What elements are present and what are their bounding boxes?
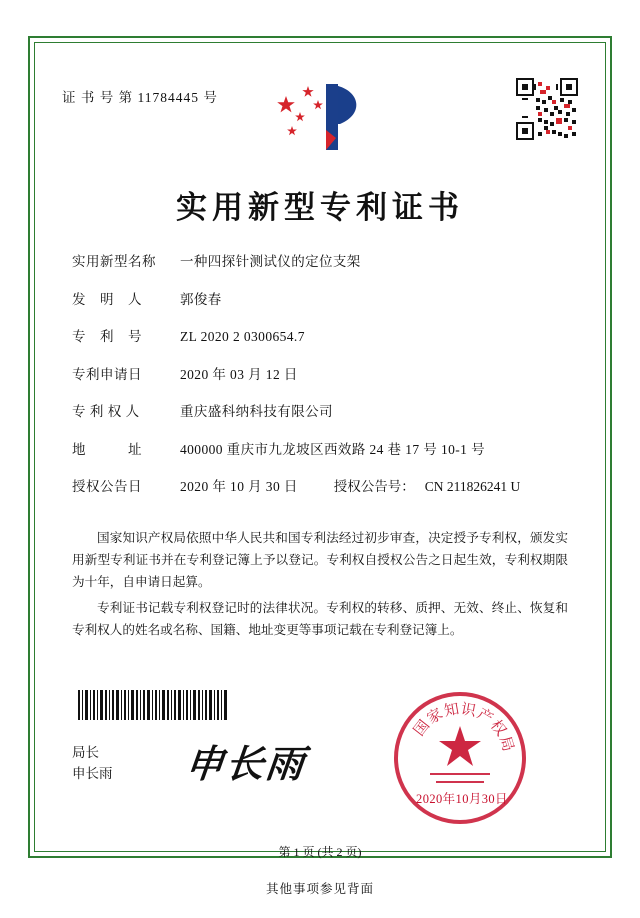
official-red-seal-icon — [390, 688, 530, 828]
certificate-number: 证 书 号 第 11784445 号 — [62, 90, 218, 105]
field-label-utility-model-name: 实用新型名称 — [72, 254, 156, 269]
svg-text:权: 权 — [486, 716, 511, 740]
footer-note: 其他事项参见背面 — [265, 882, 374, 896]
handwritten-signature: 申长雨 — [183, 741, 309, 786]
barcode-icon — [78, 690, 228, 720]
svg-text:识: 识 — [459, 699, 478, 720]
field-value-inventor: 郭俊春 — [180, 291, 222, 307]
field-row — [72, 402, 572, 422]
signature-title-line1: 局长 — [72, 745, 99, 760]
field-list — [72, 252, 572, 515]
field-value-patentee: 重庆盛科纳科技有限公司 — [180, 404, 333, 419]
field-label-patentee: 专 利 权 人 — [72, 404, 140, 419]
field-row — [72, 365, 572, 385]
page-title: 实用新型专利证书 — [176, 190, 464, 226]
signature-title — [72, 742, 113, 784]
legal-text-block — [72, 527, 568, 645]
field-label-patent-number: 专 利 号 — [72, 329, 142, 344]
field-value-application-date: 2020 年 03 月 12 日 — [180, 366, 298, 382]
page-number: 第 1 页 (共 2 页) — [278, 845, 362, 859]
field-value-address: 400000 重庆市九龙坡区西效路 24 巷 17 号 10-1 号 — [180, 441, 485, 457]
legal-paragraph-2: 专利证书记载专利权登记时的法律状况。专利权的转移、质押、无效、终止、恢复和专利权人的姓名或名称、国籍、地址变更等事项记载在专利登记簿上。 — [72, 601, 568, 637]
field-label-grant-number: 授权公告号： — [333, 479, 415, 494]
signature-title-line2: 申长雨 — [72, 766, 113, 781]
field-label-grant-date: 授权公告日 — [72, 479, 142, 494]
field-row — [72, 440, 572, 460]
legal-paragraph-1: 国家知识产权局依照中华人民共和国专利法经过初步审查，决定授予专利权，颁发实用新型专利证书并在专利登记簿上予以登记。专利权自授权公告之日起生效，专利权期限为十年，自申请日起算。 — [72, 531, 568, 589]
field-row-grant-announcement — [72, 477, 572, 497]
field-row — [72, 327, 572, 347]
field-value-grant-number: CN 211826241 U — [424, 479, 521, 494]
field-label-application-date: 专利申请日 — [72, 366, 142, 382]
field-row — [72, 290, 572, 310]
field-value-grant-date: 2020 年 10 月 30 日 — [180, 479, 298, 494]
svg-text:知: 知 — [442, 699, 461, 720]
svg-text:产: 产 — [474, 704, 497, 728]
svg-text:局: 局 — [496, 733, 518, 754]
qr-code-icon — [516, 78, 578, 140]
seal-date: 2020年10月30日 — [416, 792, 508, 806]
field-row — [72, 252, 572, 272]
patent-office-logo-icon — [268, 78, 372, 156]
field-label-address: 地 址 — [72, 441, 142, 457]
field-value-utility-model-name: 一种四探针测试仪的定位支架 — [180, 254, 361, 269]
field-label-inventor: 发 明 人 — [72, 291, 142, 307]
svg-text:家: 家 — [423, 704, 446, 728]
svg-text:国: 国 — [409, 716, 434, 740]
field-value-patent-number: ZL 2020 2 0300654.7 — [180, 329, 305, 344]
